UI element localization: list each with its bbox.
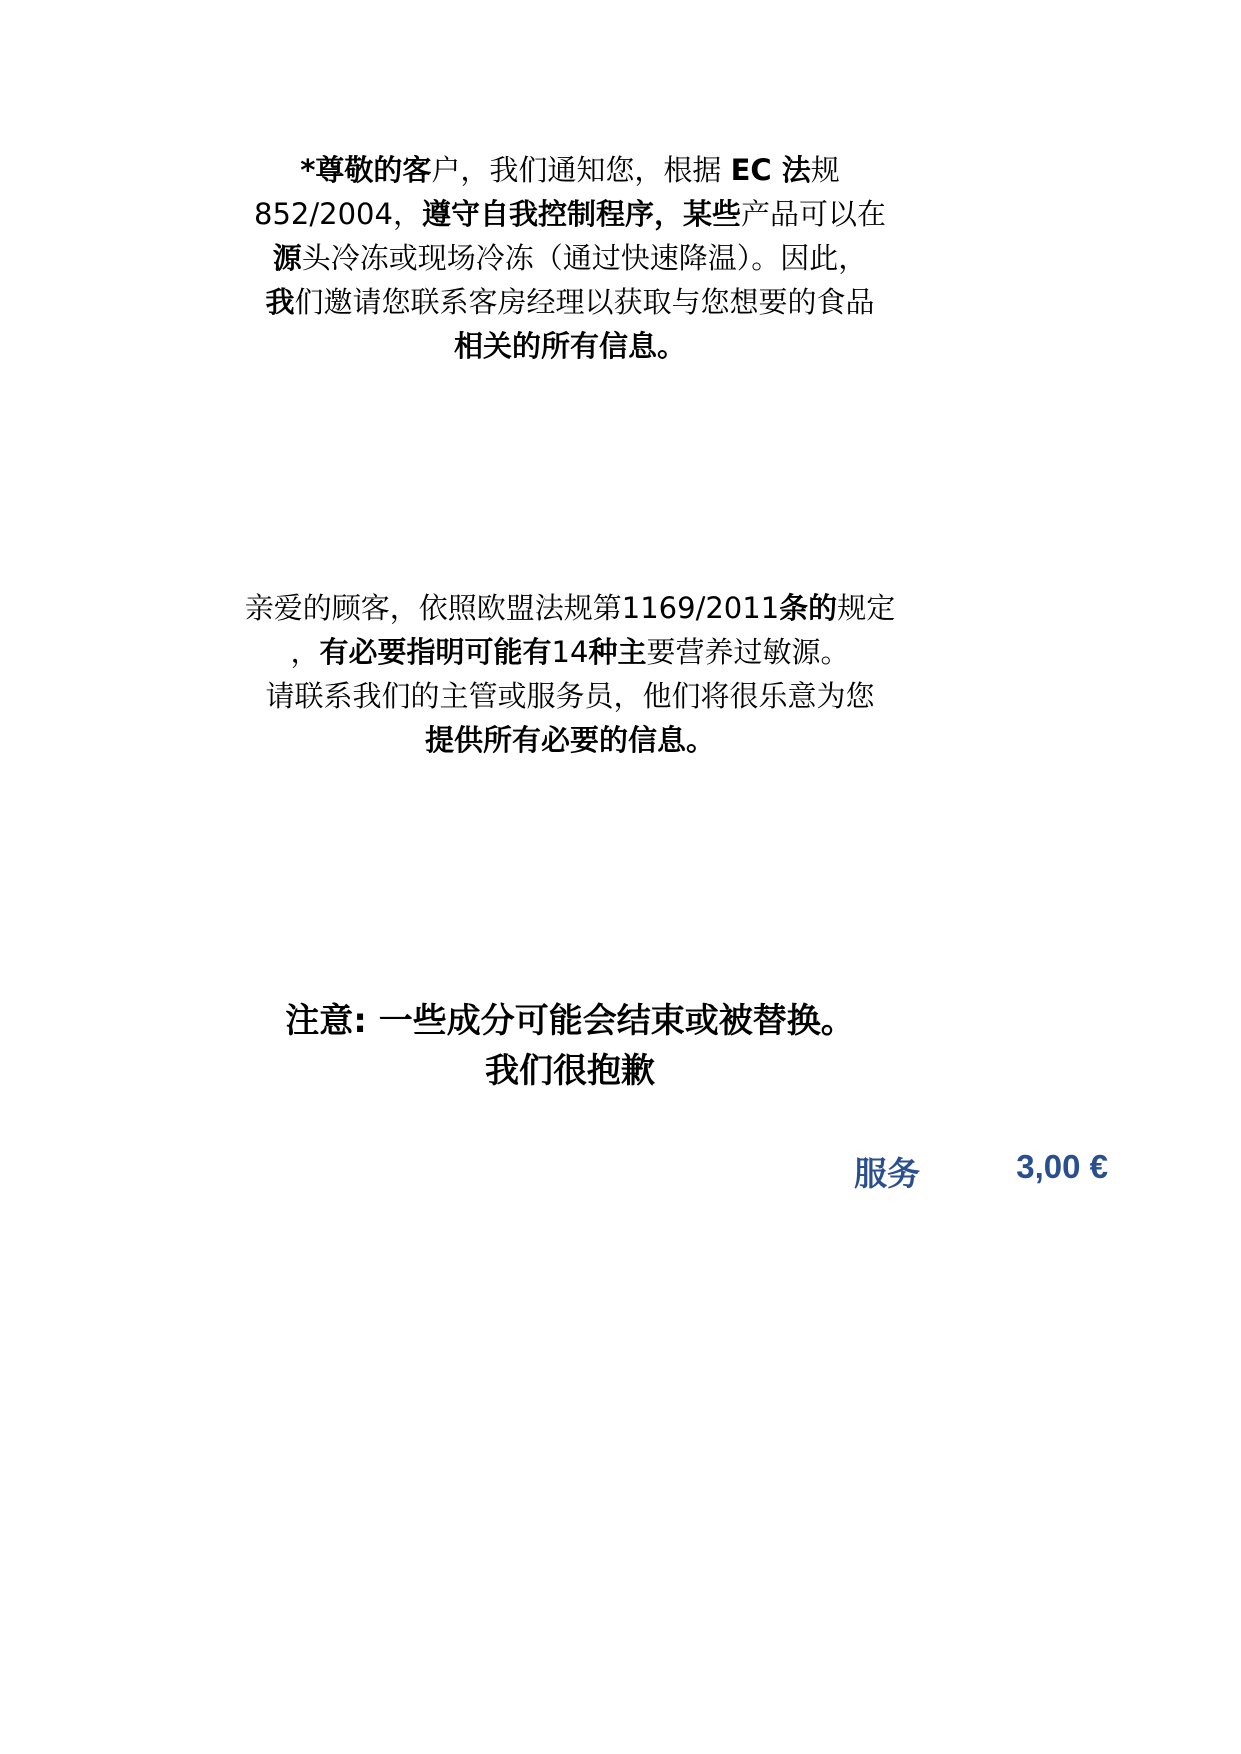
text-line <box>160 192 980 236</box>
text-segment: 14 <box>551 635 589 669</box>
text-segment: 遵守自我控制程序，某些 <box>421 197 741 231</box>
service-charge-label: 服务 <box>854 1154 920 1193</box>
text-line <box>160 674 980 718</box>
text-line <box>160 630 980 674</box>
notice-frozen-products <box>160 148 980 368</box>
text-segment: 规定 <box>837 591 896 625</box>
text-segment: 要营养过敏源。 <box>646 635 850 669</box>
text-segment: 条的 <box>779 591 838 625</box>
text-segment: 产品可以在 <box>740 197 886 231</box>
service-charge-row <box>820 1148 1120 1198</box>
service-charge-price: 3,00 € <box>1016 1148 1108 1185</box>
text-segment: EC 法 <box>730 153 811 187</box>
text-segment: 们邀请您联系客房经理以获取与您想要的食品 <box>294 285 875 319</box>
attention-line-1: 注意: 一些成分可能会结束或被替换。 <box>285 1001 855 1041</box>
text-segment: 提供所有必要的信息。 <box>424 723 715 757</box>
text-segment: 头冷冻或现场冷冻（通过快速降温）。因此， <box>301 241 868 275</box>
attention-notice <box>160 996 980 1096</box>
text-segment: 有必要指明可能有 <box>319 635 552 669</box>
text-segment: 户，我们通知您，根据 <box>431 153 731 187</box>
text-line <box>160 280 980 324</box>
text-segment: *尊敬的客 <box>300 153 432 187</box>
attention-line-2: 我们很抱歉 <box>485 1051 655 1091</box>
text-line <box>160 236 980 280</box>
notice-allergens <box>160 586 980 762</box>
text-segment: 源 <box>272 241 302 275</box>
text-line <box>160 148 980 192</box>
text-segment: 请联系我们的主管或服务员，他们将很乐意为您 <box>265 679 875 713</box>
text-segment: 种主 <box>588 635 647 669</box>
text-line <box>160 718 980 762</box>
text-segment: 亲爱的顾客，依照欧盟法规第1169/2011 <box>244 591 780 625</box>
text-line <box>160 324 980 368</box>
text-segment: ， <box>290 635 320 669</box>
text-segment: 相关的所有信息。 <box>453 329 686 363</box>
text-segment: 852/2004， <box>254 197 422 231</box>
text-line <box>160 586 980 630</box>
text-segment: 规 <box>810 153 840 187</box>
text-segment: 我 <box>265 285 295 319</box>
